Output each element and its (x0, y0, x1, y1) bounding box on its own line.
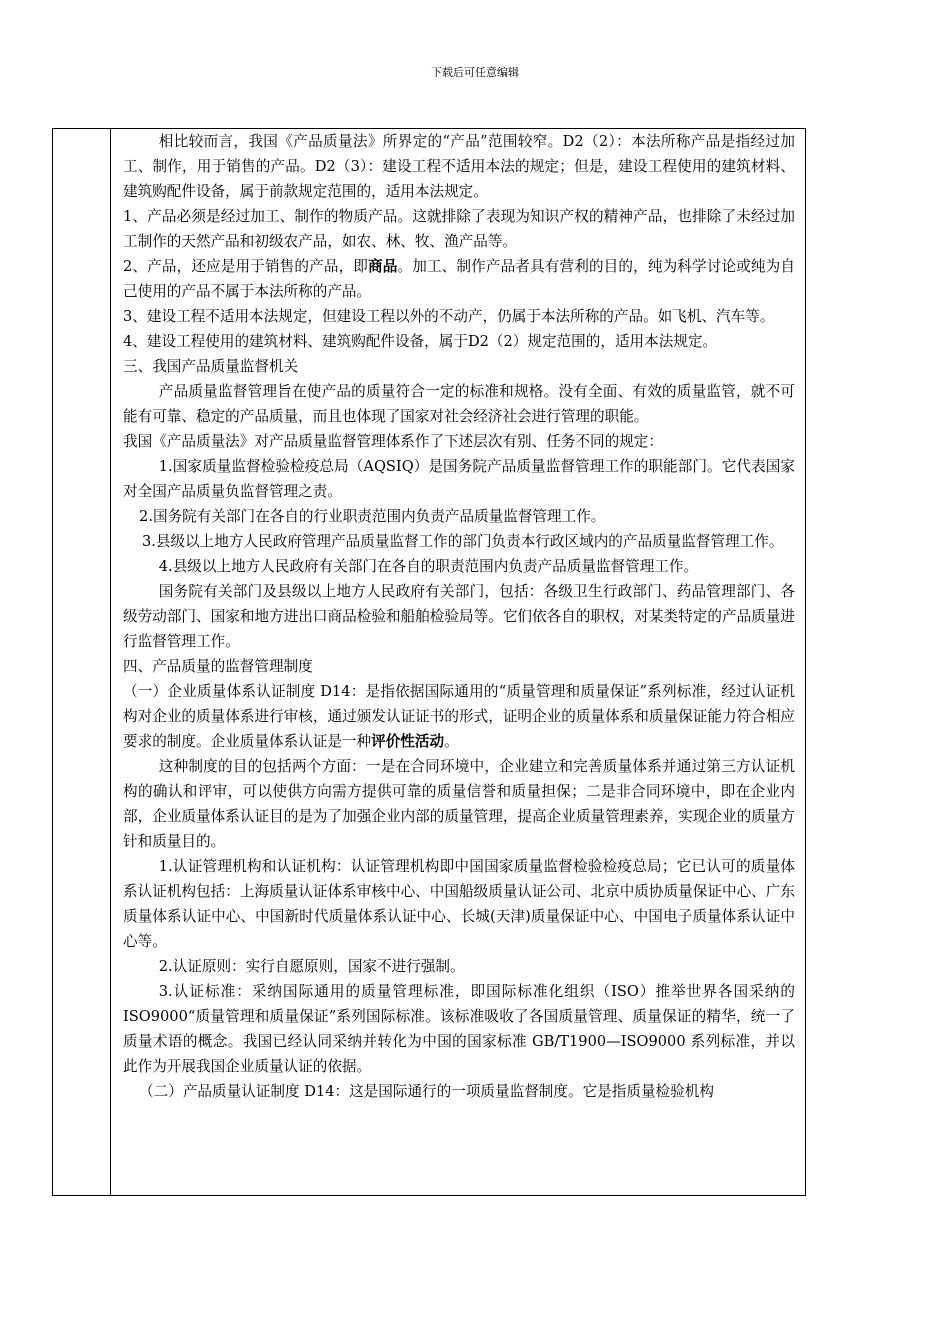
paragraph: 1、产品必须是经过加工、制作的物质产品。这就排除了表现为知识产权的精神产品，也排除了未经过加工制作的天然产品和初级农产品，如农、林、牧、渔产品等。 (123, 208, 795, 250)
paragraph: 国务院有关部门及县级以上地方人民政府有关部门，包括：各级卫生行政部门、药品管理部门、各级劳动部门、国家和地方进出口商品检验和船舶检验局等。它们依各自的职权，对某类特定的产品质量进行监督管理工作。 (123, 583, 795, 650)
list-item: 3.县级以上地方人民政府管理产品质量监督工作的部门负责本行政区域内的产品质量监督管理工作。 (141, 533, 784, 550)
page-header: 下载后可任意编辑 (431, 66, 519, 79)
paragraph: 产品质量监督管理旨在使产品的质量符合一定的标准和规格。没有全面、有效的质量监管，就不可能有可靠、稳定的产品质量，而且也体现了国家对社会经济社会进行管理的职能。 (123, 383, 795, 425)
section-heading: 三、我国产品质量监督机关 (123, 358, 299, 375)
list-item: 2.认证原则：实行自愿原则，国家不进行强制。 (158, 958, 465, 975)
paragraph: 我国《产品质量法》对产品质量监督管理体系作了下述层次有别、任务不同的规定： (123, 433, 663, 450)
paragraph: 3、建设工程不适用本法规定，但建设工程以外的不动产，仍属于本法所称的产品。如飞机、汽车等。 (123, 308, 775, 325)
section-heading: 四、产品质量的监督管理制度 (123, 658, 313, 675)
paragraph: 这种制度的目的包括两个方面：一是在合同环境中，企业建立和完善质量体系并通过第三方认证机构的确认和评审，可以使供方向需方提供可靠的质量信誉和质量担保；二是非合同环境中，即在企业内部，企业质量体系认证目的是为了加强企业内部的质量管理，提高企业质量管理素养，实现企业的质量方针和质量目的。 (123, 758, 795, 850)
bold-term: 商品 (368, 258, 398, 275)
paragraph-text: 。 (444, 733, 459, 750)
list-item: 2.国务院有关部门在各自的行业职责范围内负责产品质量监督管理工作。 (139, 508, 606, 525)
document-body (123, 129, 795, 1104)
paragraph: 相比较而言，我国《产品质量法》所界定的“产品”范围较窄。D2（2）：本法所称产品是指经过加工、制作，用于销售的产品。D2（3）：建设工程不适用本法的规定；但是，建设工程使用的建筑材料、建筑购配件设备，属于前款规定范围的，适用本法规定。 (123, 133, 795, 200)
paragraph: （二）产品质量认证制度 D14：这是国际通行的一项质量监督制度。它是指质量检验机构 (139, 1083, 714, 1100)
paragraph (123, 679, 795, 754)
list-item: 1.认证管理机构和认证机构：认证管理机构即中国国家质量监督检验检疫总局；它已认可的质量体系认证机构包括：上海质量认证体系审核中心、中国船级质量认证公司、北京中质协质量保证中心、广东质量体系认证中心、中国新时代质量体系认证中心、长城(天津)质量保证中心、中国电子质量体系认证中心等。 (123, 858, 795, 950)
paragraph-text: 2、产品，还应是用于销售的产品，即 (123, 258, 369, 275)
bold-term: 评价性活动 (371, 733, 445, 750)
list-item: 1.国家质量监督检验检疫总局（AQSIQ）是国务院产品质量监督管理工作的职能部门。它代表国家对全国产品质量负监督管理之责。 (123, 458, 795, 500)
table-column-divider (110, 129, 111, 1195)
list-item: 4.县级以上地方人民政府有关部门在各自的职责范围内负责产品质量监督管理工作。 (158, 558, 699, 575)
paragraph (123, 254, 795, 304)
paragraph: 4、建设工程使用的建筑材料、建筑购配件设备，属于D2（2）规定范围的，适用本法规定。 (123, 333, 718, 350)
paragraph-text: 。加工、制作产品者具有营利的目的，纯为科学讨论或纯为自己使用的产品不属于本法所称的产品。 (123, 258, 795, 300)
paragraph-text: （一）企业质量体系认证制度 D14：是指依据国际通用的“质量管理和质量保证”系列标准，经过认证机构对企业的质量体系进行审核，通过颁发认证证书的形式，证明企业的质量体系和质量保证能力符合相应要求的制度。企业质量体系认证是一种 (123, 683, 795, 750)
list-item: 3.认证标准：采纳国际通用的质量管理标准，即国际标准化组织（ISO）推举世界各国采纳的ISO9000“质量管理和质量保证”系列国际标准。该标准吸收了各国质量管理、质量保证的精华，统一了质量术语的概念。我国已经认同采纳并转化为中国的国家标准 GB/T1900—ISO9000 系列标准，并以此作为开展我国企业质量认证的依据。 (123, 983, 795, 1075)
